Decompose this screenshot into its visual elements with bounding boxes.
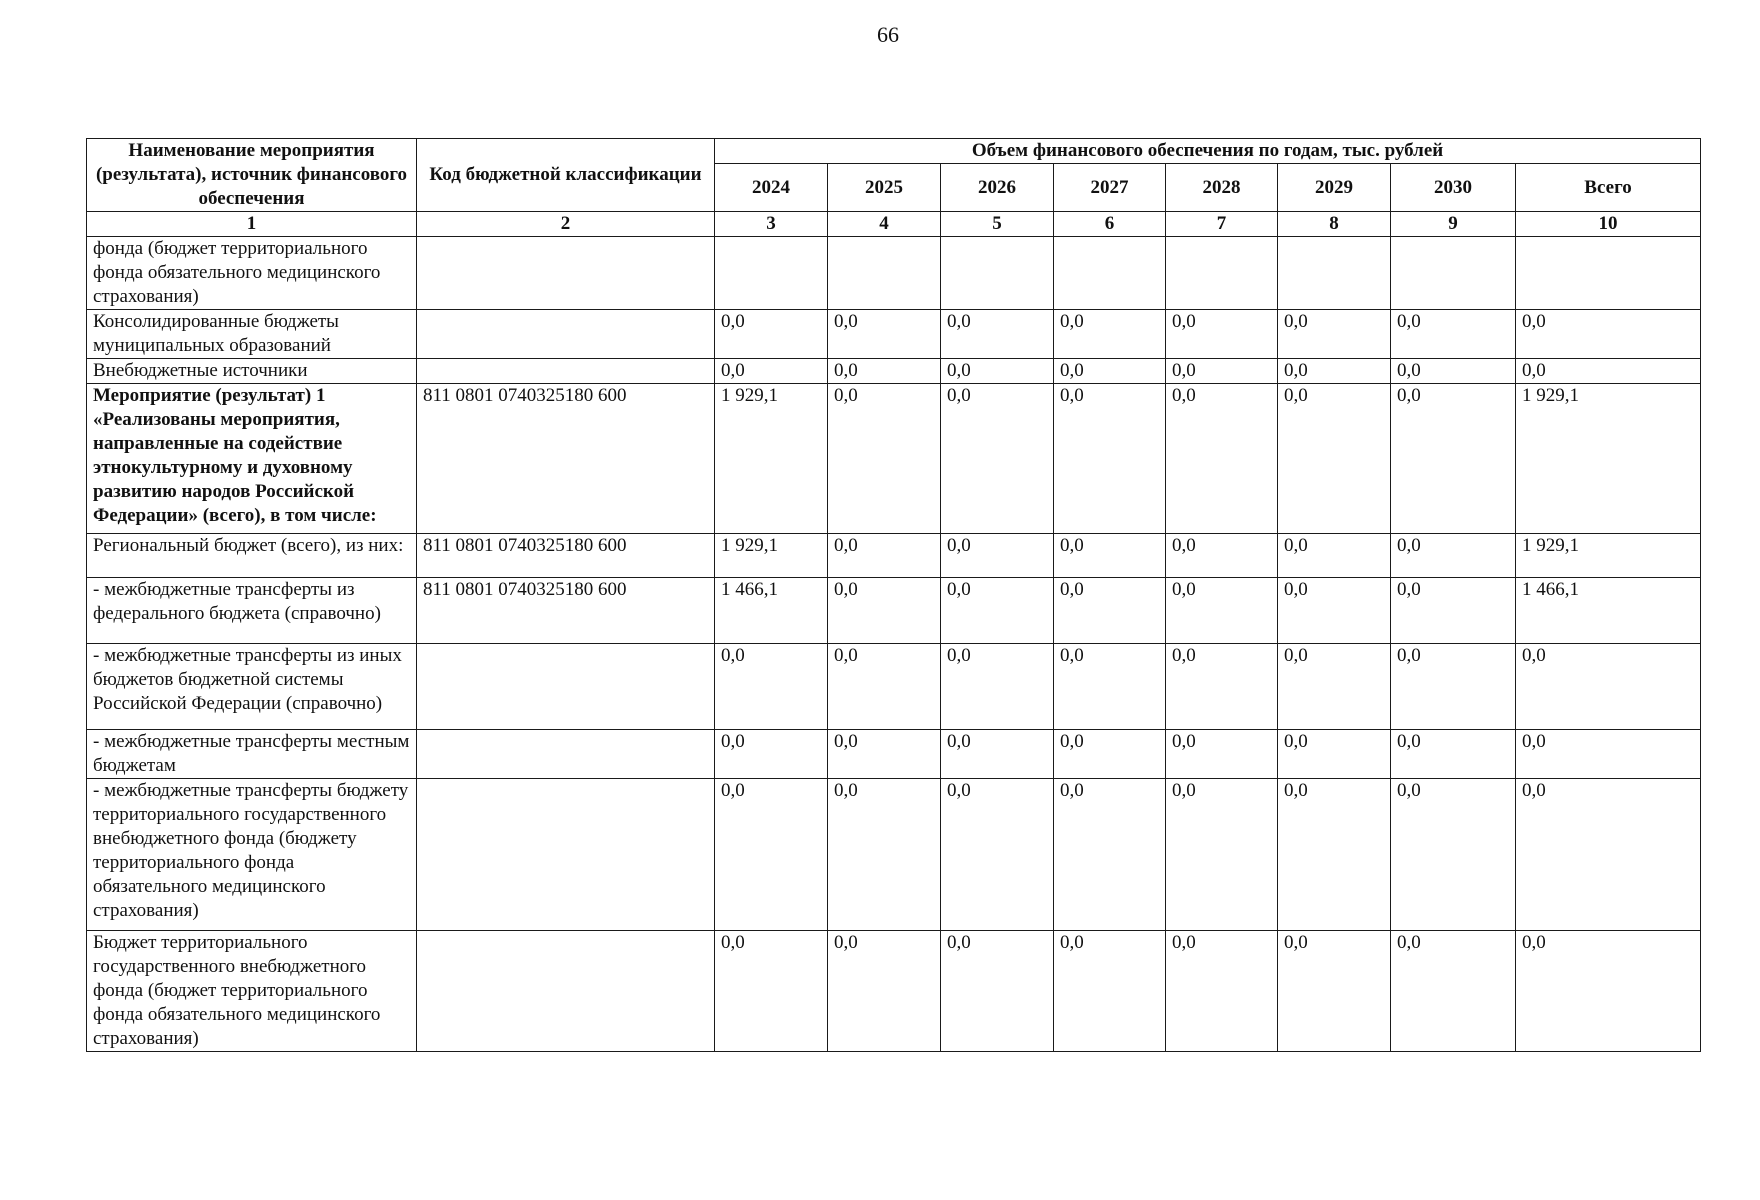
row-value: 0,0 [828,730,941,779]
column-number: 1 [87,212,417,237]
row-value [1166,237,1278,310]
financing-table [86,138,1701,1052]
row-value: 0,0 [1391,578,1516,644]
row-value: 1 929,1 [715,534,828,578]
row-code [417,237,715,310]
row-value: 0,0 [1516,359,1701,384]
header-year: 2024 [715,164,828,212]
row-value: 0,0 [715,359,828,384]
row-value: 0,0 [715,931,828,1052]
row-name: - межбюджетные трансферты из федерального бюджета (справочно) [87,578,417,644]
row-value: 0,0 [1391,359,1516,384]
header-code: Код бюджетной классификации [417,139,715,212]
row-value: 0,0 [828,534,941,578]
row-value: 0,0 [1166,644,1278,730]
row-value: 0,0 [1391,310,1516,359]
row-value: 0,0 [828,931,941,1052]
table-row [87,534,1701,578]
row-value: 0,0 [941,384,1054,534]
row-value: 1 466,1 [715,578,828,644]
row-value: 0,0 [941,931,1054,1052]
row-value: 0,0 [1054,644,1166,730]
table-row [87,931,1701,1052]
row-value: 0,0 [1054,534,1166,578]
table-row [87,730,1701,779]
row-value: 0,0 [1278,578,1391,644]
row-value: 0,0 [1278,534,1391,578]
row-value: 0,0 [1391,384,1516,534]
row-value: 0,0 [715,730,828,779]
row-code: 811 0801 0740325180 600 [417,578,715,644]
row-name: Региональный бюджет (всего), из них: [87,534,417,578]
column-number: 8 [1278,212,1391,237]
row-name: Мероприятие (результат) 1 «Реализованы мероприятия, направленные на содействие этнокультурному и духовному развитию народов Российской Федерации» (всего), в том числе: [87,384,417,534]
row-value: 1 466,1 [1516,578,1701,644]
row-code [417,931,715,1052]
header-row-column-numbers [87,212,1701,237]
row-code [417,310,715,359]
column-number: 2 [417,212,715,237]
row-value: 0,0 [828,578,941,644]
row-value [941,237,1054,310]
row-value: 0,0 [828,644,941,730]
row-value: 0,0 [1054,310,1166,359]
row-value: 0,0 [1166,534,1278,578]
row-code [417,644,715,730]
row-value: 0,0 [1278,359,1391,384]
row-value: 0,0 [715,644,828,730]
table-row [87,237,1701,310]
row-value: 0,0 [828,779,941,931]
table-row [87,644,1701,730]
header-year: 2028 [1166,164,1278,212]
row-value: 0,0 [941,578,1054,644]
header-year: 2026 [941,164,1054,212]
row-value: 0,0 [941,730,1054,779]
row-value: 0,0 [1054,359,1166,384]
column-number: 10 [1516,212,1701,237]
table-row [87,578,1701,644]
row-value: 0,0 [828,384,941,534]
row-name: - межбюджетные трансферты бюджету территориального государственного внебюджетного фонда (бюджету территориального фонда обязательного медицинского страхования) [87,779,417,931]
row-value: 0,0 [1054,779,1166,931]
row-value [1516,237,1701,310]
table-body [87,237,1701,1052]
row-value: 0,0 [828,310,941,359]
row-value [1278,237,1391,310]
row-value [715,237,828,310]
row-value: 0,0 [1516,779,1701,931]
header-year: 2029 [1278,164,1391,212]
row-value: 1 929,1 [1516,384,1701,534]
row-value: 0,0 [1391,534,1516,578]
page-number: 66 [877,22,899,47]
row-value: 0,0 [1516,730,1701,779]
row-value: 0,0 [1054,384,1166,534]
header-name: Наименование мероприятия (результата), источник финансового обеспечения [87,139,417,212]
row-name: - межбюджетные трансферты из иных бюджетов бюджетной системы Российской Федерации (справочно) [87,644,417,730]
row-value: 0,0 [1391,931,1516,1052]
row-value [828,237,941,310]
row-value: 0,0 [1166,931,1278,1052]
row-value: 0,0 [1278,644,1391,730]
row-value [1054,237,1166,310]
row-value: 1 929,1 [1516,534,1701,578]
row-name: - межбюджетные трансферты местным бюджетам [87,730,417,779]
header-year: Всего [1516,164,1701,212]
row-value: 0,0 [1278,931,1391,1052]
table-row [87,779,1701,931]
row-code: 811 0801 0740325180 600 [417,534,715,578]
row-value: 0,0 [941,779,1054,931]
row-code [417,359,715,384]
row-value: 0,0 [941,310,1054,359]
column-number: 6 [1054,212,1166,237]
column-number: 3 [715,212,828,237]
header-year: 2025 [828,164,941,212]
row-value: 0,0 [1166,359,1278,384]
row-value: 0,0 [1391,779,1516,931]
table-row [87,359,1701,384]
row-value: 0,0 [1166,730,1278,779]
column-number: 5 [941,212,1054,237]
row-value: 0,0 [1054,931,1166,1052]
header-row-top [87,139,1701,164]
table-row [87,310,1701,359]
row-value [1391,237,1516,310]
row-code: 811 0801 0740325180 600 [417,384,715,534]
row-value: 0,0 [1166,779,1278,931]
row-value: 0,0 [1278,310,1391,359]
row-value: 0,0 [1278,384,1391,534]
row-value: 0,0 [941,534,1054,578]
row-value: 0,0 [1166,310,1278,359]
row-code [417,779,715,931]
row-value: 0,0 [1516,644,1701,730]
row-name: фонда (бюджет территориального фонда обязательного медицинского страхования) [87,237,417,310]
row-value: 1 929,1 [715,384,828,534]
row-value: 0,0 [1166,384,1278,534]
row-value: 0,0 [1516,931,1701,1052]
row-value: 0,0 [941,359,1054,384]
row-value: 0,0 [1516,310,1701,359]
row-value: 0,0 [1166,578,1278,644]
row-value: 0,0 [1278,779,1391,931]
row-value: 0,0 [1391,730,1516,779]
row-name: Внебюджетные источники [87,359,417,384]
header-year: 2027 [1054,164,1166,212]
header-volume: Объем финансового обеспечения по годам, тыс. рублей [715,139,1701,164]
table-row [87,384,1701,534]
row-value: 0,0 [1391,644,1516,730]
column-number: 7 [1166,212,1278,237]
row-value: 0,0 [715,779,828,931]
column-number: 9 [1391,212,1516,237]
row-value: 0,0 [1054,578,1166,644]
row-value: 0,0 [1278,730,1391,779]
row-code [417,730,715,779]
row-value: 0,0 [941,644,1054,730]
header-year: 2030 [1391,164,1516,212]
row-value: 0,0 [1054,730,1166,779]
row-name: Бюджет территориального государственного внебюджетного фонда (бюджет территориального фонда обязательного медицинского страхования) [87,931,417,1052]
row-value: 0,0 [715,310,828,359]
row-value: 0,0 [828,359,941,384]
column-number: 4 [828,212,941,237]
row-name: Консолидированные бюджеты муниципальных образований [87,310,417,359]
